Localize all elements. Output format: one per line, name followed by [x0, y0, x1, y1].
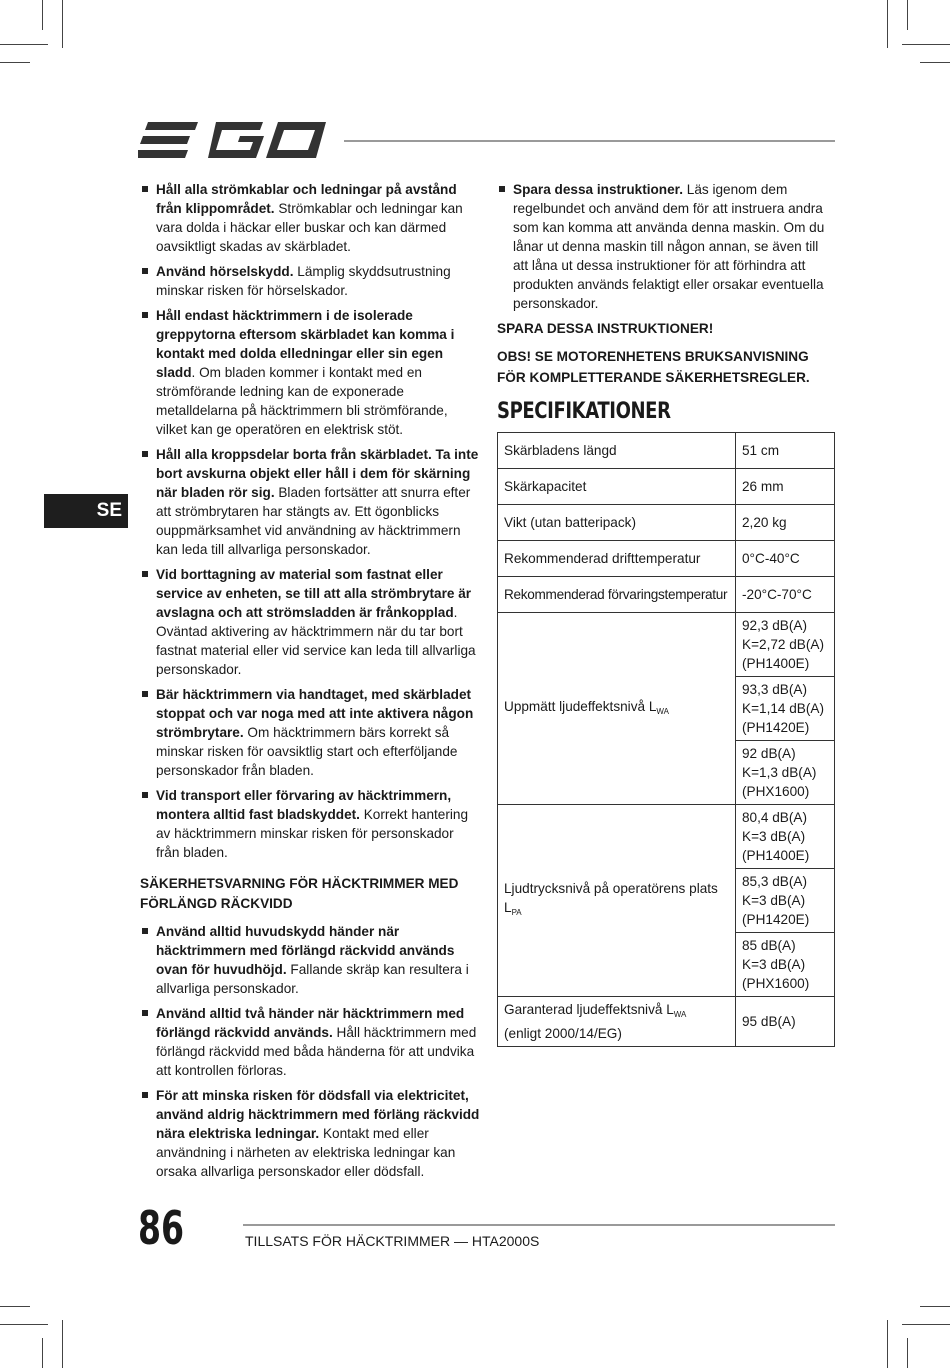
table-row: [498, 577, 835, 613]
table-row: [498, 433, 835, 469]
section-heading: SÄKERHETSVARNING FÖR HÄCKTRIMMER MED FÖRLÄNGD RÄCKVIDD: [140, 876, 459, 911]
spec-value: 92,3 dB(A) K=2,72 dB(A) (PH1400E): [736, 613, 835, 677]
table-row: [498, 997, 835, 1047]
crop-mark: [0, 44, 48, 45]
left-column: [140, 180, 480, 1187]
list-item: Bär häcktrimmern via handtaget, med skärbladet stoppat och var noga med att inte aktivera någon strömbrytare. Om häcktrimmern bärs korrekt så minskar risken för oavsiktlig start och efterföljande personskador från bladen.: [140, 685, 480, 780]
table-row: [498, 613, 835, 677]
list-item: Vid borttagning av material som fastnat eller service av enheten, se till att alla strömbrytare är avslagna och att strömsladden är frånkopplad. Oväntad aktivering av häcktrimmern när du tar bort fastnat material eller vid service kan leda till allvarliga personskador.: [140, 565, 480, 679]
table-row: [498, 505, 835, 541]
crop-mark: [907, 0, 908, 30]
spec-value: 92 dB(A) K=1,3 dB(A) (PHX1600): [736, 741, 835, 805]
page-number: 86: [138, 1201, 185, 1255]
spec-table: [497, 432, 835, 1047]
footer-title: TILLSATS FÖR HÄCKTRIMMER — HTA2000S: [245, 1233, 540, 1249]
right-column: [497, 180, 835, 1047]
spec-label: Ljudtrycksnivå på operatörens plats $L_{PA}$: [498, 805, 736, 997]
list-item: Vid transport eller förvaring av häcktrimmern, montera alltid fast bladskyddet. Korrekt hantering av häcktrimmern minskar risken för personskador från bladen.: [140, 786, 480, 862]
header-rule: [344, 140, 835, 142]
list-item: Använd alltid två händer när häcktrimmern med förlängd räckvidd används. Håll häcktrimmern med förlängd räckvidd med båda händerna för att undvika att kontrollen förloras.: [140, 1004, 480, 1080]
spec-label: Vikt (utan batteripack): [498, 505, 736, 541]
list-item: Håll endast häcktrimmern i de isolerade greppytorna eftersom skärbladet kan komma i kontakt med dolda elledningar eller sin egen sladd. Om bladen kommer i kontakt med en strömförande ledning kan de exponerade metalldelarna på häcktrimmern bli strömförande, vilket kan ge operatören en elektrisk stöt.: [140, 306, 480, 439]
crop-mark: [42, 1338, 43, 1368]
save-instructions-list: [497, 180, 835, 313]
spec-label: Uppmätt ljudeffektsnivå $L_{WA}$: [498, 613, 736, 805]
list-item: Spara dessa instruktioner. Läs igenom dem regelbundet och använd dem för att instruera andra som kan komma att använda denna maskin. Om du lånar ut denna maskin till någon annan, se även till att låna ut dessa instruktioner för att förhindra att produkten används felaktigt eller orsakar eventuella personskador.: [497, 180, 835, 313]
list-item: Använd alltid huvudskydd händer när häcktrimmern med förlängd räckvidd används ovan för huvudhöjd. Fallande skräp kan resultera i allvarliga personskador.: [140, 922, 480, 998]
safety-list: [140, 180, 480, 862]
spec-value: 2,20 kg: [736, 505, 835, 541]
table-row: [498, 541, 835, 577]
crop-mark: [887, 0, 888, 48]
crop-mark: [62, 0, 63, 48]
obs-note: OBS! SE MOTORENHETENS BRUKSANVISNING FÖR KOMPLETTERANDE SÄKERHETSREGLER.: [497, 349, 810, 385]
crop-mark: [62, 1320, 63, 1368]
crop-mark: [0, 1306, 30, 1307]
spec-value: 26 mm: [736, 469, 835, 505]
crop-mark: [907, 1338, 908, 1368]
crop-mark: [0, 1324, 48, 1325]
spec-value: 93,3 dB(A) K=1,14 dB(A) (PH1420E): [736, 677, 835, 741]
crop-mark: [887, 1320, 888, 1368]
spec-value: 0°C-40°C: [736, 541, 835, 577]
footer-rule: [243, 1224, 835, 1226]
spec-value: 85 dB(A) K=3 dB(A) (PHX1600): [736, 933, 835, 997]
spec-title: SPECIFIKATIONER: [497, 399, 671, 424]
extended-reach-list: [140, 922, 480, 1181]
spec-label: Rekommenderad drifttemperatur: [498, 541, 736, 577]
list-item: Håll alla strömkablar och ledningar på avstånd från klippområdet. Strömkablar och ledningar kan vara dolda i häckar eller buskar och kan därmed oavsiktligt skadas av skärbladet.: [140, 180, 480, 256]
crop-mark: [902, 44, 950, 45]
table-row: [498, 469, 835, 505]
spec-value: 95 dB(A): [736, 997, 835, 1047]
table-row: [498, 805, 835, 869]
ego-logo: [138, 118, 328, 162]
crop-mark: [902, 1324, 950, 1325]
crop-mark: [920, 62, 950, 63]
language-tab: SE: [44, 494, 128, 528]
spec-value: 80,4 dB(A) K=3 dB(A) (PH1400E): [736, 805, 835, 869]
list-item: Håll alla kroppsdelar borta från skärbladet. Ta inte bort avskurna objekt eller håll i dem för skärning när bladen rör sig. Bladen fortsätter att snurra efter att strömbrytaren har stängts av. Ett ögonblicks ouppmärksamhet vid användning av häcktrimmern kan leda till allvarliga personskador.: [140, 445, 480, 559]
spec-label: Skärbladens längd: [498, 433, 736, 469]
crop-mark: [920, 1306, 950, 1307]
crop-mark: [0, 62, 30, 63]
save-note: SPARA DESSA INSTRUKTIONER!: [497, 321, 714, 336]
list-item: Använd hörselskydd. Lämplig skyddsutrustning minskar risken för hörselskador.: [140, 262, 480, 300]
spec-label: Garanterad ljudeffektsnivå $L_{WA}$ (enligt 2000/14/EG): [498, 997, 736, 1047]
spec-value: 51 cm: [736, 433, 835, 469]
spec-value: -20°C-70°C: [736, 577, 835, 613]
spec-label: Skärkapacitet: [498, 469, 736, 505]
spec-value: 85,3 dB(A) K=3 dB(A) (PH1420E): [736, 869, 835, 933]
crop-mark: [42, 0, 43, 30]
spec-label: Rekommenderad förvaringstemperatur: [498, 577, 736, 613]
list-item: För att minska risken för dödsfall via elektricitet, använd aldrig häcktrimmern med förläng räckvidd nära elektriska ledningar. Kontakt med eller användning i närheten av elektriska ledningar kan orsaka allvarliga personskador eller dödsfall.: [140, 1086, 480, 1181]
